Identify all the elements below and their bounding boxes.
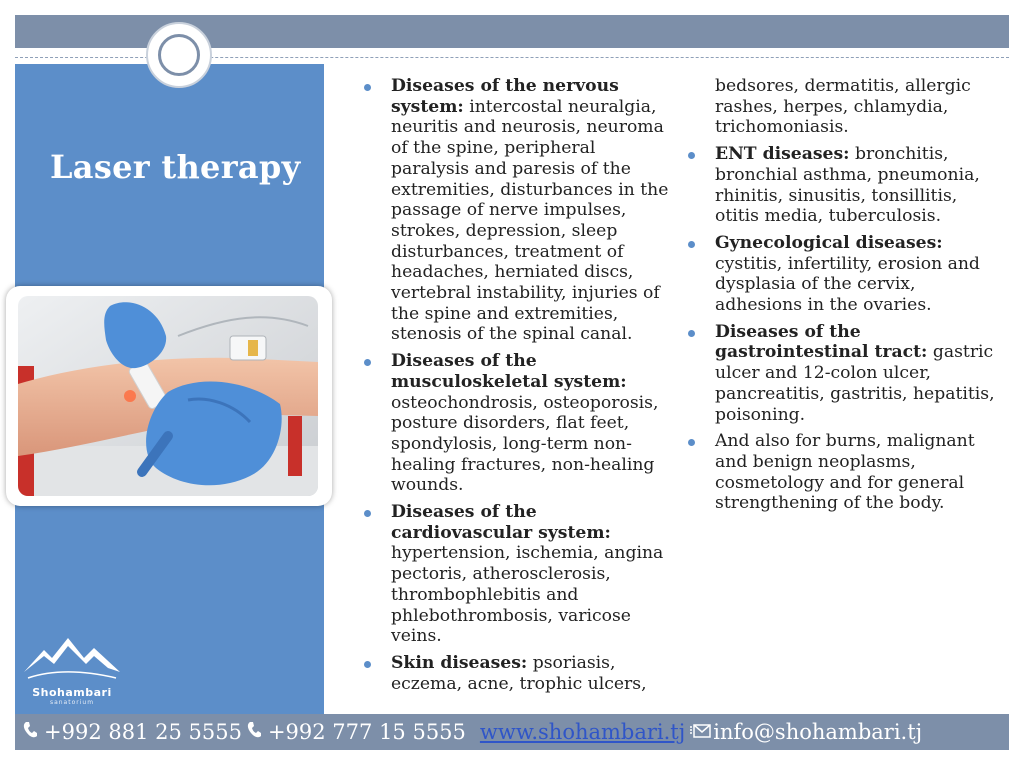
logo-name: Shohambari <box>32 686 112 699</box>
website-link[interactable]: www.shohambari.tj <box>479 720 686 744</box>
item-heading: Diseases of the cardiovascular system: <box>391 502 611 543</box>
list-item <box>360 76 676 345</box>
list-item <box>360 502 676 647</box>
laser-therapy-photo <box>18 296 318 496</box>
photo-frame <box>6 286 332 506</box>
item-text: bronchitis, bronchial asthma, pneumonia, rhinitis, sinusitis, tonsillitis, otitis media, tuberculosis. <box>715 144 980 227</box>
item-heading: Skin diseases: <box>391 652 528 673</box>
circle-ornament-inner <box>158 34 200 76</box>
list-item <box>360 351 676 496</box>
brand-logo <box>22 628 122 708</box>
list-item <box>684 431 1000 514</box>
item-text: psoriasis, eczema, acne, trophic ulcers, bedsores, dermatitis, allergic rashes, herpes, chlamydia, trichomoniasis. <box>391 76 971 694</box>
item-heading: Diseases of the nervous system: <box>391 76 619 117</box>
phone-icon <box>22 720 38 744</box>
contact-footer <box>22 716 922 748</box>
item-heading: Diseases of the gastrointestinal tract: <box>715 321 928 363</box>
email-address[interactable]: info@shohambari.tj <box>713 720 923 744</box>
phone-icon <box>246 720 262 744</box>
item-text: osteochondrosis, osteoporosis, posture disorders, flat feet, spondylosis, long-term non-healing fractures, non-healing wounds. <box>391 392 659 496</box>
laser-therapy-illustration <box>18 296 318 496</box>
mail-icon <box>689 720 711 744</box>
item-text: intercostal neuralgia, neuritis and neurosis, neuroma of the spine, peripheral paralysis and paresis of the extremities, disturbances in the passage of nerve impulses, strokes, depression, sleep disturbances, treatment of headaches, herniated discs, vertebral instability, injuries of the spine and extremities, stenosis of the spinal canal. <box>391 96 669 345</box>
list-item <box>684 144 1000 227</box>
item-heading: Diseases of the musculoskeletal system: <box>391 351 627 392</box>
slide-title: Laser therapy <box>50 148 301 186</box>
mountain-logo-icon <box>22 628 122 684</box>
list-item <box>684 233 1000 316</box>
item-heading: ENT diseases: <box>715 144 850 165</box>
list-item <box>684 322 1000 426</box>
item-text: And also for burns, malignant and benign neoplasms, cosmetology and for general strengthening of the body. <box>715 431 975 514</box>
item-text: gastric ulcer and 12-colon ulcer, pancreatitis, gastritis, hepatitis, poisoning. <box>715 342 995 425</box>
item-text: cystitis, infertility, erosion and dysplasia of the cervix, adhesions in the ovaries. <box>715 253 980 316</box>
logo-subtitle: sanatorium <box>49 699 95 706</box>
item-text: hypertension, ischemia, angina pectoris, atherosclerosis, thrombophlebitis and phlebothrombosis, varicose veins. <box>391 543 664 647</box>
circle-ornament-icon <box>146 22 212 88</box>
item-heading: Gynecological diseases: <box>715 232 943 253</box>
phone-number-1[interactable]: +992 881 25 5555 <box>44 720 242 744</box>
disease-list <box>360 76 1000 696</box>
phone-number-2[interactable]: +992 777 15 5555 <box>267 720 466 744</box>
